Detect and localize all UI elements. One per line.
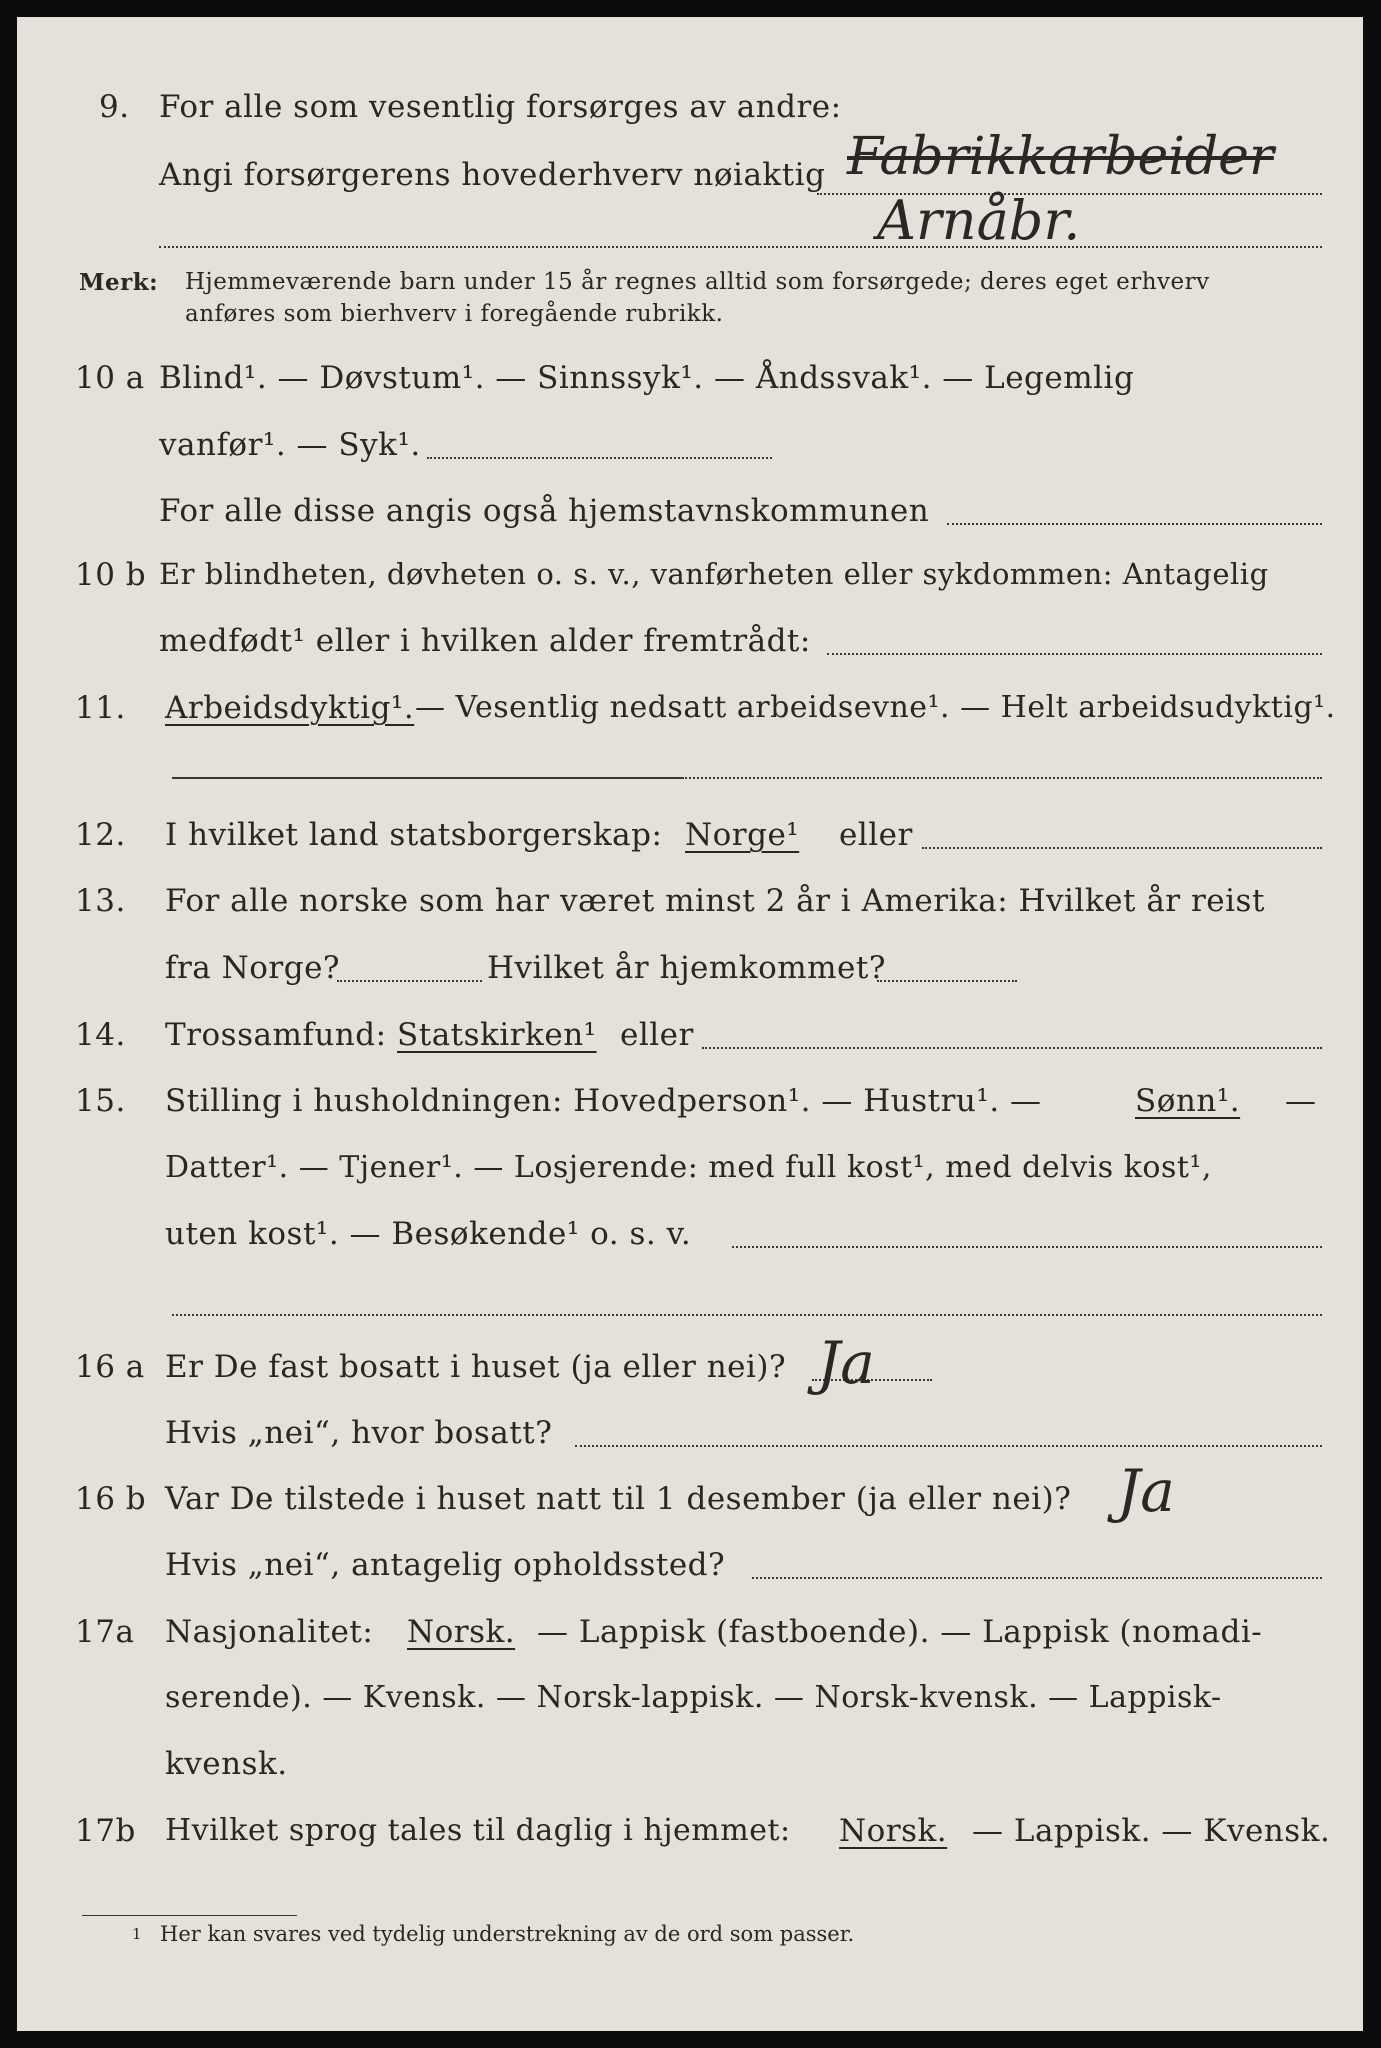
- merk-label: Merk:: [79, 269, 159, 296]
- q17b-pre: Hvilket sprog tales til daglig i hjemmet:: [165, 1813, 791, 1848]
- q9-line2: Angi forsørgerens hovederhverv nøiaktig: [159, 157, 826, 193]
- q15-number: 15.: [75, 1083, 126, 1119]
- q12-pre: I hvilket land statsborgerskap:: [165, 817, 663, 853]
- q12-answer-line: [922, 847, 1322, 849]
- q13-reist-line: [337, 980, 482, 982]
- q11-rest: — Vesentlig nedsatt arbeidsevne¹. — Helt arbeidsudyktig¹.: [415, 690, 1336, 725]
- q14-number: 14.: [75, 1017, 126, 1053]
- q10b-line1: Er blindheten, døvheten o. s. v., vanførheten eller sykdommen: Antagelig: [159, 557, 1269, 591]
- q11-number: 11.: [75, 690, 126, 726]
- q16b-number: 16 b: [75, 1481, 147, 1517]
- q15-line3: uten kost¹. — Besøkende¹ o. s. v.: [165, 1216, 692, 1252]
- q13-hjemkommet-line: [877, 980, 1017, 982]
- q10a-hjemstavn-line: [947, 523, 1322, 525]
- q17b-number: 17b: [75, 1813, 136, 1849]
- q16b-handwriting: Ja: [1117, 1457, 1175, 1525]
- q16b-line2: Hvis „nei“, antagelig opholdssted?: [165, 1547, 726, 1583]
- q10b-answer-line: [827, 653, 1322, 655]
- q13-number: 13.: [75, 883, 126, 919]
- q10a-line2: vanfør¹. — Syk¹.: [159, 427, 421, 463]
- q15-line1c: —: [1285, 1083, 1317, 1119]
- q16a-line2: Hvis „nei“, hvor bosatt?: [165, 1415, 553, 1451]
- q17a-line1c: — Lappisk (fastboende). — Lappisk (nomadi-: [537, 1614, 1263, 1650]
- merk-line1: Hjemmeværende barn under 15 år regnes alltid som forsørgede; deres eget erhverv: [185, 269, 1210, 295]
- q15-line2: Datter¹. — Tjener¹. — Losjerende: med full kost¹, med delvis kost¹,: [165, 1150, 1212, 1185]
- footnote-rule: [82, 1915, 297, 1916]
- q17a-number: 17a: [75, 1614, 135, 1650]
- footnote-text: Her kan svares ved tydelig understrekning av de ord som passer.: [160, 1922, 855, 1946]
- q13-line2b: Hvilket år hjemkommet?: [487, 950, 886, 986]
- q17a-line3: kvensk.: [165, 1746, 288, 1782]
- q9-handwriting-struck: Fabrikkarbeider: [847, 127, 1274, 187]
- q13-line1: For alle norske som har været minst 2 år i Amerika: Hvilket år reist: [165, 883, 1265, 919]
- q10a-number: 10 a: [75, 360, 145, 396]
- q16a-line1: Er De fast bosatt i huset (ja eller nei)?: [165, 1349, 787, 1385]
- q10a-line3: For alle disse angis også hjemstavnskommunen: [159, 493, 930, 529]
- q16b-line1: Var De tilstede i huset natt til 1 desember (ja eller nei)?: [165, 1481, 1072, 1517]
- q9-handwriting: Arnåbr.: [877, 189, 1081, 252]
- q17a-line1a: Nasjonalitet:: [165, 1614, 374, 1650]
- q16a-bosatt-line: [575, 1445, 1322, 1447]
- q12-post: eller: [839, 817, 913, 853]
- q14-option-statskirken: Statskirken¹: [397, 1017, 597, 1053]
- q9-line1: For alle som vesentlig forsørges av andre:: [159, 89, 842, 125]
- q10b-line2: medfødt¹ eller i hvilken alder fremtrådt:: [159, 623, 811, 659]
- q17b-post: — Lappisk. — Kvensk.: [972, 1813, 1331, 1849]
- q15-line1a: Stilling i husholdningen: Hovedperson¹. — Hustru¹. —: [165, 1083, 1042, 1119]
- q12-option-norge: Norge¹: [685, 817, 800, 853]
- merk-line2: anføres som bierhverv i foregående rubrikk.: [185, 301, 724, 327]
- q11-option-arbeidsdyktig: Arbeidsdyktig¹.: [165, 690, 415, 726]
- q15-answer-line: [732, 1246, 1322, 1248]
- q16b-opholdssted-line: [752, 1577, 1322, 1579]
- q14-pre: Trossamfund:: [165, 1017, 387, 1053]
- q10b-number: 10 b: [75, 557, 147, 593]
- q10a-answer-line: [427, 457, 772, 459]
- q15-answer-line-2: [172, 1314, 1322, 1316]
- census-form-page: [17, 17, 1363, 2031]
- q15-option-sonn: Sønn¹.: [1135, 1083, 1241, 1119]
- q13-line2a: fra Norge?: [165, 950, 341, 986]
- q11-answer-line-a: [172, 777, 682, 779]
- q17b-option-norsk: Norsk.: [839, 1813, 948, 1849]
- q16a-number: 16 a: [75, 1349, 145, 1385]
- q14-answer-line: [702, 1047, 1322, 1049]
- q16a-handwriting: Ja: [817, 1329, 875, 1397]
- q12-number: 12.: [75, 817, 126, 853]
- q9-answer-line-2: [159, 246, 1322, 248]
- q14-post: eller: [620, 1017, 694, 1053]
- q17a-option-norsk: Norsk.: [407, 1614, 516, 1650]
- q17a-line2: serende). — Kvensk. — Norsk-lappisk. — Norsk-kvensk. — Lappisk-: [165, 1680, 1222, 1715]
- q9-number: 9.: [99, 89, 130, 125]
- q11-answer-line-b: [682, 777, 1322, 779]
- footnote-mark: 1: [132, 1925, 142, 1943]
- q10a-line1: Blind¹. — Døvstum¹. — Sinnssyk¹. — Åndssvak¹. — Legemlig: [159, 360, 1135, 396]
